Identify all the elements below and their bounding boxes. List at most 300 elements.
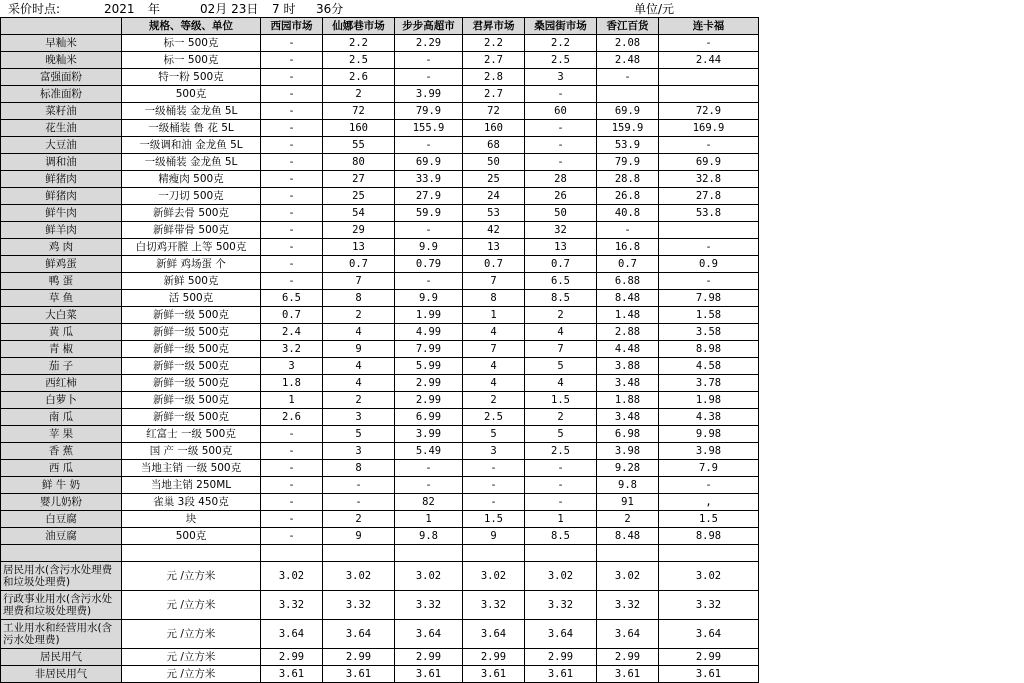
price-cell: 3.2 <box>261 341 323 358</box>
price-cell: 27.8 <box>659 188 759 205</box>
utility-price-cell: 3.61 <box>525 666 597 683</box>
price-cell: 55 <box>323 137 395 154</box>
utility-price-cell: 3.32 <box>323 591 395 620</box>
price-cell: 2.2 <box>463 35 525 52</box>
utility-price-cell: 3.61 <box>323 666 395 683</box>
item-name-cell: 茄 子 <box>1 358 122 375</box>
price-cell: 2 <box>323 307 395 324</box>
utility-price-cell: 3.02 <box>525 562 597 591</box>
price-cell: - <box>525 154 597 171</box>
price-cell: 2.5 <box>323 52 395 69</box>
price-cell: 2.6 <box>261 409 323 426</box>
price-cell: 8 <box>323 290 395 307</box>
spec-cell: 雀巢 3段 450克 <box>122 494 261 511</box>
price-cell: 2.99 <box>395 392 463 409</box>
price-cell: 13 <box>525 239 597 256</box>
price-cell: 155.9 <box>395 120 463 137</box>
price-cell: 2.7 <box>463 86 525 103</box>
price-cell: 7 <box>463 273 525 290</box>
price-cell: 5 <box>463 426 525 443</box>
price-cell: 60 <box>525 103 597 120</box>
item-name-cell: 草 鱼 <box>1 290 122 307</box>
utility-price-cell: 2.99 <box>463 649 525 666</box>
price-cell: 72.9 <box>659 103 759 120</box>
item-name-cell: 鲜牛肉 <box>1 205 122 222</box>
price-cell: 2.48 <box>597 52 659 69</box>
price-cell: - <box>463 460 525 477</box>
price-cell: 53.8 <box>659 205 759 222</box>
price-cell: 2.99 <box>395 375 463 392</box>
price-cell: - <box>395 477 463 494</box>
utility-price-cell: 3.02 <box>659 562 759 591</box>
price-cell: 13 <box>463 239 525 256</box>
spec-cell: 一级调和油 金龙鱼 5L <box>122 137 261 154</box>
table-row <box>1 273 759 290</box>
price-cell: 2.2 <box>525 35 597 52</box>
table-row <box>1 392 759 409</box>
price-cell: - <box>395 52 463 69</box>
month-day-value: 02月 23日 <box>200 2 259 16</box>
utility-unit-cell: 元 /立方米 <box>122 620 261 649</box>
price-cell: - <box>261 205 323 222</box>
empty-cell <box>395 545 463 562</box>
table-row <box>1 443 759 460</box>
price-cell: 27 <box>323 171 395 188</box>
price-cell: - <box>395 137 463 154</box>
utility-name-cell: 居民用水(含污水处理费和垃圾处理费) <box>1 562 122 591</box>
price-cell: 9.28 <box>597 460 659 477</box>
price-cell: 2 <box>597 511 659 528</box>
minute-value: 36分 <box>316 2 344 16</box>
price-cell: - <box>659 35 759 52</box>
utility-price-cell: 3.61 <box>463 666 525 683</box>
price-cell: 1.5 <box>463 511 525 528</box>
price-cell: 1.8 <box>261 375 323 392</box>
table-row <box>1 460 759 477</box>
price-cell: 72 <box>463 103 525 120</box>
price-cell: - <box>261 256 323 273</box>
price-cell: 3 <box>323 409 395 426</box>
price-cell: 2.29 <box>395 35 463 52</box>
price-cell: 8.98 <box>659 528 759 545</box>
price-cell: - <box>261 222 323 239</box>
spec-cell: 新鲜一级 500克 <box>122 409 261 426</box>
table-row <box>1 426 759 443</box>
item-name-cell: 南 瓜 <box>1 409 122 426</box>
price-cell: 3.99 <box>395 86 463 103</box>
table-row <box>1 477 759 494</box>
column-header: 规格、等级、单位 <box>122 18 261 35</box>
price-cell: 2.5 <box>525 443 597 460</box>
utility-name-cell: 居民用气 <box>1 649 122 666</box>
unit-label: 单位/元 <box>634 2 675 16</box>
price-cell: 80 <box>323 154 395 171</box>
column-header: 香江百货 <box>597 18 659 35</box>
table-row <box>1 324 759 341</box>
price-cell: 2.7 <box>463 52 525 69</box>
price-cell: 7 <box>463 341 525 358</box>
utility-price-cell: 3.64 <box>463 620 525 649</box>
year-value: 2021 <box>104 2 135 16</box>
price-cell: 7 <box>323 273 395 290</box>
price-cell: 8 <box>463 290 525 307</box>
item-name-cell: 标准面粉 <box>1 86 122 103</box>
item-name-cell: 大白菜 <box>1 307 122 324</box>
spec-cell: 新鲜 500克 <box>122 273 261 290</box>
price-cell: 54 <box>323 205 395 222</box>
price-cell: 7.9 <box>659 460 759 477</box>
item-name-cell: 西红柿 <box>1 375 122 392</box>
utility-price-cell: 3.64 <box>261 620 323 649</box>
utility-price-cell: 3.02 <box>597 562 659 591</box>
utility-price-cell: 3.02 <box>323 562 395 591</box>
price-cell: 4 <box>463 375 525 392</box>
table-row <box>1 52 759 69</box>
item-name-cell: 西 瓜 <box>1 460 122 477</box>
utility-price-cell: 3.61 <box>597 666 659 683</box>
utility-price-cell: 3.32 <box>395 591 463 620</box>
empty-cell <box>323 545 395 562</box>
price-cell: 6.98 <box>597 426 659 443</box>
price-cell: 2.4 <box>261 324 323 341</box>
table-row <box>1 290 759 307</box>
price-cell: 26 <box>525 188 597 205</box>
spec-cell: 一刀切 500克 <box>122 188 261 205</box>
table-row <box>1 307 759 324</box>
price-cell: 0.7 <box>525 256 597 273</box>
price-cell: 59.9 <box>395 205 463 222</box>
price-cell: 69.9 <box>659 154 759 171</box>
price-cell: 3 <box>525 69 597 86</box>
price-cell: 40.8 <box>597 205 659 222</box>
price-cell: 9.9 <box>395 290 463 307</box>
spec-cell: 500克 <box>122 86 261 103</box>
utility-price-cell: 3.64 <box>525 620 597 649</box>
spec-cell: 新鲜 鸡场蛋 个 <box>122 256 261 273</box>
spec-cell: 精瘦肉 500克 <box>122 171 261 188</box>
spec-cell: 活 500克 <box>122 290 261 307</box>
price-cell: 9 <box>463 528 525 545</box>
table-row <box>1 511 759 528</box>
price-cell: 79.9 <box>395 103 463 120</box>
empty-cell <box>597 545 659 562</box>
price-cell: 8.48 <box>597 528 659 545</box>
table-row <box>1 222 759 239</box>
utility-unit-cell: 元 /立方米 <box>122 666 261 683</box>
price-cell: 6.5 <box>261 290 323 307</box>
table-row <box>1 120 759 137</box>
price-cell: 1 <box>463 307 525 324</box>
price-cell: - <box>261 35 323 52</box>
item-name-cell: 鲜 牛 奶 <box>1 477 122 494</box>
table-row <box>1 239 759 256</box>
item-name-cell: 鲜鸡蛋 <box>1 256 122 273</box>
price-cell: - <box>261 154 323 171</box>
item-name-cell: 鲜猪肉 <box>1 171 122 188</box>
price-cell: - <box>261 273 323 290</box>
utility-row <box>1 591 759 620</box>
spec-cell: 当地主销 一级 500克 <box>122 460 261 477</box>
utility-price-cell: 2.99 <box>323 649 395 666</box>
price-cell: - <box>261 137 323 154</box>
price-table <box>0 17 759 683</box>
price-cell: - <box>659 477 759 494</box>
price-cell: 2.5 <box>463 409 525 426</box>
price-cell: 9.8 <box>395 528 463 545</box>
price-cell: 1 <box>261 392 323 409</box>
price-cell: 4 <box>463 324 525 341</box>
price-cell: 6.5 <box>525 273 597 290</box>
price-cell: 0.7 <box>597 256 659 273</box>
price-cell: 1.98 <box>659 392 759 409</box>
price-cell: 0.9 <box>659 256 759 273</box>
table-row <box>1 86 759 103</box>
price-cell: 2 <box>525 307 597 324</box>
price-cell: 25 <box>463 171 525 188</box>
price-cell: - <box>261 120 323 137</box>
spec-cell: 标一 500克 <box>122 52 261 69</box>
price-cell: 42 <box>463 222 525 239</box>
price-cell: 2.5 <box>525 52 597 69</box>
price-cell: 1.58 <box>659 307 759 324</box>
utility-price-cell: 2.99 <box>395 649 463 666</box>
price-cell: 1 <box>525 511 597 528</box>
price-cell: - <box>525 477 597 494</box>
price-cell: 2.44 <box>659 52 759 69</box>
price-cell: 68 <box>463 137 525 154</box>
price-cell: - <box>261 443 323 460</box>
price-cell: - <box>525 460 597 477</box>
price-cell: 0.7 <box>261 307 323 324</box>
utility-price-cell: 3.02 <box>463 562 525 591</box>
utility-price-cell: 3.64 <box>659 620 759 649</box>
utility-price-cell: 3.61 <box>659 666 759 683</box>
price-cell: 160 <box>323 120 395 137</box>
price-cell: - <box>463 477 525 494</box>
utility-price-cell: 2.99 <box>659 649 759 666</box>
item-name-cell: 婴儿奶粉 <box>1 494 122 511</box>
price-cell: 4.48 <box>597 341 659 358</box>
spec-cell: 一级桶装 金龙鱼 5L <box>122 154 261 171</box>
item-name-cell: 香 蕉 <box>1 443 122 460</box>
price-cell: 13 <box>323 239 395 256</box>
price-cell: 27.9 <box>395 188 463 205</box>
price-cell: - <box>261 460 323 477</box>
empty-cell <box>463 545 525 562</box>
item-name-cell: 鸭 蛋 <box>1 273 122 290</box>
price-cell: - <box>261 239 323 256</box>
price-cell: 3.48 <box>597 375 659 392</box>
price-cell: - <box>659 273 759 290</box>
price-cell: 4 <box>323 375 395 392</box>
utility-price-cell: 3.02 <box>395 562 463 591</box>
price-cell: 26.8 <box>597 188 659 205</box>
price-cell: - <box>395 222 463 239</box>
utility-name-cell: 工业用水和经营用水(含污水处理费) <box>1 620 122 649</box>
spec-cell: 当地主销 250ML <box>122 477 261 494</box>
table-row <box>1 35 759 52</box>
spec-cell: 500克 <box>122 528 261 545</box>
price-cell: 0.79 <box>395 256 463 273</box>
spec-cell: 块 <box>122 511 261 528</box>
price-cell: - <box>323 477 395 494</box>
utility-price-cell: 3.32 <box>261 591 323 620</box>
column-header: 连卡福 <box>659 18 759 35</box>
price-cell: 72 <box>323 103 395 120</box>
utility-price-cell: 3.32 <box>659 591 759 620</box>
empty-cell <box>525 545 597 562</box>
price-cell <box>659 69 759 86</box>
price-cell: - <box>261 103 323 120</box>
price-cell: - <box>261 477 323 494</box>
price-cell <box>659 86 759 103</box>
table-row <box>1 69 759 86</box>
price-cell: 4 <box>323 358 395 375</box>
empty-cell <box>1 545 122 562</box>
price-cell: - <box>261 511 323 528</box>
price-cell: 33.9 <box>395 171 463 188</box>
utility-row <box>1 666 759 683</box>
price-cell: 7 <box>525 341 597 358</box>
price-cell: 8.98 <box>659 341 759 358</box>
price-cell: - <box>395 460 463 477</box>
item-name-cell: 白萝卜 <box>1 392 122 409</box>
item-name-cell: 花生油 <box>1 120 122 137</box>
price-cell: 8.5 <box>525 290 597 307</box>
utility-price-cell: 3.64 <box>395 620 463 649</box>
utility-row <box>1 620 759 649</box>
item-name-cell: 鲜猪肉 <box>1 188 122 205</box>
column-header: 桑园街市场 <box>525 18 597 35</box>
price-cell: 4.58 <box>659 358 759 375</box>
price-cell: 9 <box>323 528 395 545</box>
item-name-cell: 富强面粉 <box>1 69 122 86</box>
item-name-cell: 青 椒 <box>1 341 122 358</box>
price-cell: - <box>463 494 525 511</box>
price-cell: - <box>261 188 323 205</box>
item-name-cell: 调和油 <box>1 154 122 171</box>
spec-cell: 新鲜一级 500克 <box>122 392 261 409</box>
table-row <box>1 256 759 273</box>
price-cell: 3 <box>261 358 323 375</box>
price-cell: 9 <box>323 341 395 358</box>
price-cell: - <box>525 86 597 103</box>
price-cell: 3.99 <box>395 426 463 443</box>
price-cell: 24 <box>463 188 525 205</box>
price-cell: 28.8 <box>597 171 659 188</box>
price-cell: , <box>659 494 759 511</box>
utility-price-cell: 3.32 <box>597 591 659 620</box>
item-name-cell: 早籼米 <box>1 35 122 52</box>
price-cell: 4 <box>525 375 597 392</box>
price-cell: 9.98 <box>659 426 759 443</box>
price-cell: 8.5 <box>525 528 597 545</box>
utility-price-cell: 3.32 <box>463 591 525 620</box>
price-cell <box>597 86 659 103</box>
item-name-cell: 菜籽油 <box>1 103 122 120</box>
price-cell: 50 <box>463 154 525 171</box>
price-cell: - <box>525 120 597 137</box>
price-cell: - <box>525 494 597 511</box>
price-cell: - <box>261 86 323 103</box>
table-row <box>1 103 759 120</box>
item-header <box>1 18 122 35</box>
price-cell: 2.88 <box>597 324 659 341</box>
price-cell: 4 <box>323 324 395 341</box>
item-name-cell: 大豆油 <box>1 137 122 154</box>
utility-unit-cell: 元 /立方米 <box>122 562 261 591</box>
blank-row <box>1 545 759 562</box>
spec-cell: 新鲜一级 500克 <box>122 341 261 358</box>
table-row <box>1 375 759 392</box>
price-cell: - <box>261 528 323 545</box>
year-unit: 年 <box>148 2 161 16</box>
price-cell: 32.8 <box>659 171 759 188</box>
utility-unit-cell: 元 /立方米 <box>122 649 261 666</box>
price-cell: 3.98 <box>659 443 759 460</box>
empty-cell <box>122 545 261 562</box>
table-row <box>1 188 759 205</box>
price-cell: - <box>261 69 323 86</box>
price-cell: 7.98 <box>659 290 759 307</box>
price-cell: 1.5 <box>525 392 597 409</box>
table-row <box>1 409 759 426</box>
header-row <box>1 18 759 35</box>
item-name-cell: 晚籼米 <box>1 52 122 69</box>
utility-price-cell: 3.64 <box>597 620 659 649</box>
price-cell: 159.9 <box>597 120 659 137</box>
item-name-cell: 黄 瓜 <box>1 324 122 341</box>
price-cell: 2 <box>323 511 395 528</box>
price-cell: 1.88 <box>597 392 659 409</box>
price-cell: 2 <box>323 392 395 409</box>
price-cell: 3.98 <box>597 443 659 460</box>
price-cell: 4 <box>463 358 525 375</box>
price-cell: 2 <box>323 86 395 103</box>
price-cell: 8.48 <box>597 290 659 307</box>
table-row <box>1 528 759 545</box>
price-cell: - <box>659 239 759 256</box>
price-cell: 3.88 <box>597 358 659 375</box>
price-cell: 28 <box>525 171 597 188</box>
utility-price-cell: 3.61 <box>395 666 463 683</box>
price-cell: - <box>597 69 659 86</box>
price-cell: 69.9 <box>597 103 659 120</box>
price-time-label: 采价时点: <box>8 2 61 16</box>
price-cell: 1.48 <box>597 307 659 324</box>
price-cell: 169.9 <box>659 120 759 137</box>
column-header: 君昇市场 <box>463 18 525 35</box>
price-cell: 79.9 <box>597 154 659 171</box>
item-name-cell: 油豆腐 <box>1 528 122 545</box>
price-cell: 3.78 <box>659 375 759 392</box>
spec-cell: 一级桶装 金龙鱼 5L <box>122 103 261 120</box>
price-cell: - <box>395 273 463 290</box>
price-cell: 8 <box>323 460 395 477</box>
price-cell: 9.9 <box>395 239 463 256</box>
utility-price-cell: 3.02 <box>261 562 323 591</box>
price-cell: 5 <box>525 426 597 443</box>
price-cell: 3.48 <box>597 409 659 426</box>
price-cell: - <box>261 426 323 443</box>
utility-price-cell: 3.32 <box>525 591 597 620</box>
price-cell: 5 <box>525 358 597 375</box>
price-cell: 16.8 <box>597 239 659 256</box>
price-cell: 50 <box>525 205 597 222</box>
table-row <box>1 137 759 154</box>
price-cell: 2 <box>525 409 597 426</box>
price-cell: - <box>597 222 659 239</box>
